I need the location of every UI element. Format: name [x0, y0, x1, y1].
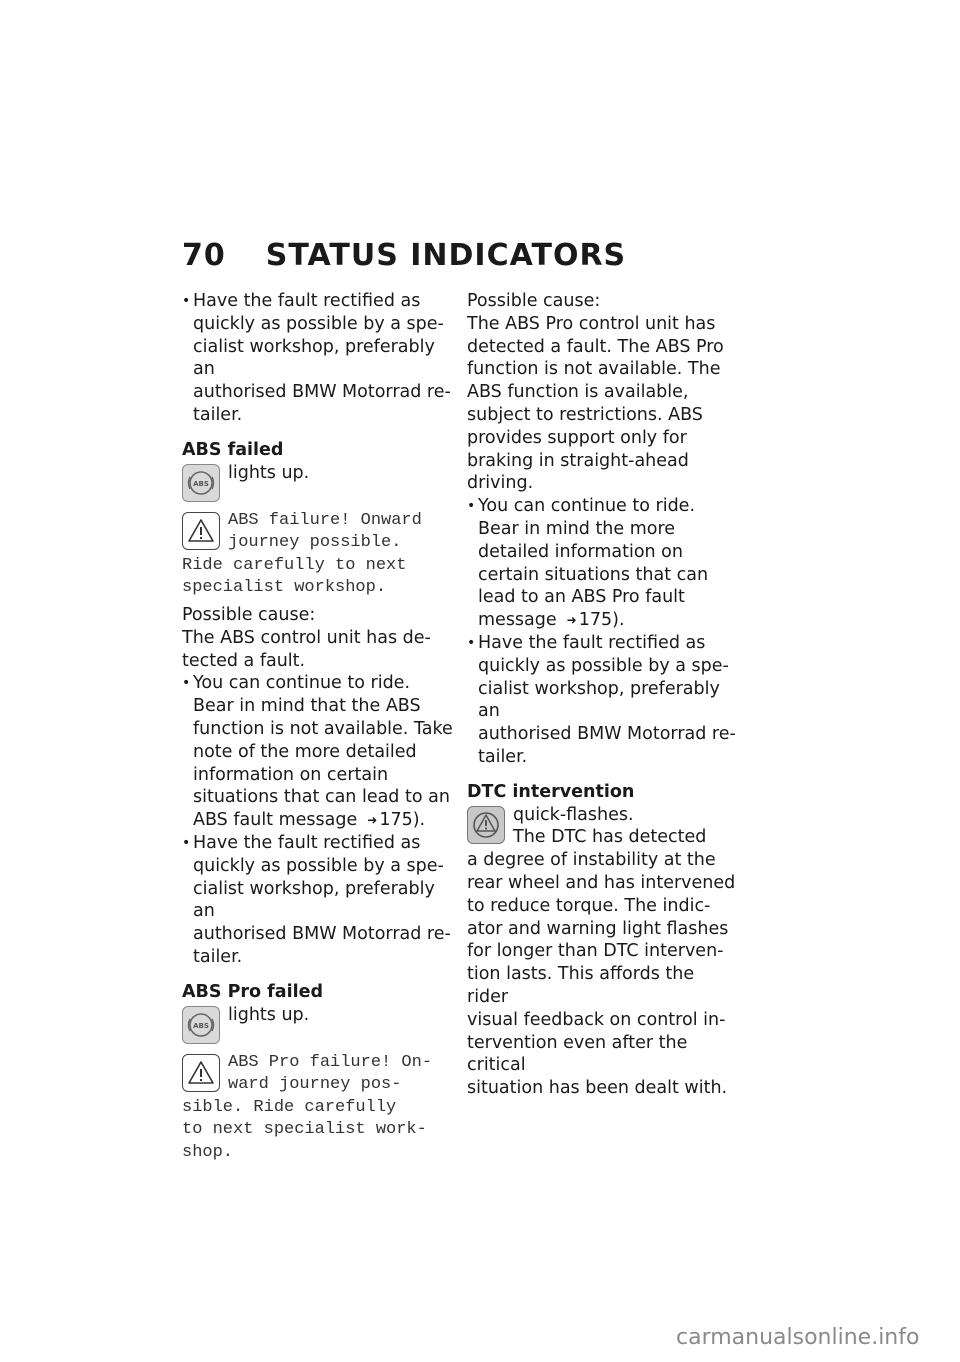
text-line: quickly as possible by a spe- [478, 655, 729, 676]
text-line: tailer. [193, 946, 243, 967]
svg-text:ABS: ABS [193, 479, 209, 488]
possible-cause-label: Possible cause: [467, 291, 601, 311]
section-heading-dtc-intervention: DTC intervention [467, 781, 635, 802]
message-line: ABS failure! Onward [228, 510, 422, 530]
page-ref-link[interactable]: 175). [379, 810, 426, 831]
text-line: quickly as possible by a spe- [193, 855, 444, 876]
text-line: detailed information on [478, 541, 683, 562]
text-line: Bear in mind the more [478, 518, 676, 539]
list-item [467, 632, 739, 769]
section-heading-abs-failed: ABS failed [182, 439, 284, 460]
text-line: The DTC has detected [513, 827, 707, 848]
text-line: driving. [467, 473, 534, 494]
text-line: tion lasts. This affords the rider [467, 964, 695, 1007]
message-line: journey possible. [228, 533, 402, 553]
text-line: • Have the fault rectified as [478, 632, 706, 653]
watermark: carmanualsonline.info [676, 1325, 920, 1350]
text-line: • Have the fault rectified as [193, 832, 421, 853]
page-title: STATUS INDICATORS [265, 238, 627, 273]
text-line: braking in straight-ahead [467, 450, 689, 471]
dtc-icon [467, 806, 505, 844]
abs-icon [182, 1006, 220, 1044]
message-line: Ride carefully to next [182, 555, 407, 575]
text-line: visual feedback on control in- [467, 1009, 726, 1030]
text-line: rear wheel and has intervened [467, 872, 736, 893]
text-line: quick-flashes. [513, 804, 634, 825]
message-line: to next specialist work- [182, 1120, 427, 1140]
lights-up-text: lights up. [228, 1004, 310, 1025]
message-row [182, 510, 454, 555]
text-line: tailer. [478, 746, 528, 767]
text-line: tervention even after the critical [467, 1032, 688, 1076]
text-line: authorised BMW Motorrad re- [478, 724, 736, 745]
right-column [467, 290, 739, 1100]
list-item [182, 290, 454, 427]
text-line: • Have the fault rectified as [193, 291, 421, 311]
text-line [193, 809, 454, 832]
message-line: shop. [182, 1142, 234, 1162]
text-line: cialist workshop, preferably an [193, 336, 435, 380]
warning-triangle-icon [182, 512, 220, 550]
indicator-row [182, 1004, 454, 1044]
text-line: subject to restrictions. ABS [467, 404, 703, 425]
text-line: • You can continue to ride. [193, 673, 411, 694]
list-item [182, 832, 454, 969]
text-line: • You can continue to ride. [478, 496, 696, 517]
ref-arrow-icon[interactable]: ➜ [566, 613, 577, 628]
text-line: Bear in mind that the ABS [193, 696, 421, 717]
text-line: cialist workshop, preferably an [478, 678, 720, 722]
text-line: detected a fault. The ABS Pro [467, 336, 724, 357]
text-line: quickly as possible by a spe- [193, 313, 444, 334]
page-number: 70 [182, 238, 226, 273]
left-column [182, 290, 454, 1164]
text-line: The ABS Pro control unit has [467, 313, 716, 334]
warning-triangle-icon [182, 1054, 220, 1092]
message-line: ward journey pos- [228, 1075, 402, 1095]
text-line: note of the more detailed [193, 741, 417, 762]
text-line: for longer than DTC interven- [467, 941, 724, 962]
text-line: provides support only for [467, 427, 687, 448]
text-line [478, 609, 739, 632]
text-line: a degree of instability at the [467, 850, 716, 871]
lights-up-text: lights up. [228, 462, 310, 483]
indicator-row [182, 462, 454, 502]
list-item [182, 672, 454, 832]
text-line: to reduce torque. The indic- [467, 895, 711, 916]
text-line: tailer. [193, 404, 243, 425]
page-header [182, 238, 626, 273]
indicator-row [467, 804, 739, 850]
message-line: specialist workshop. [182, 578, 387, 598]
text-span: message [478, 610, 557, 631]
text-line: function is not available. The [467, 359, 721, 380]
text-line: authorised BMW Motorrad re- [193, 382, 451, 403]
text-line: ator and warning light flashes [467, 918, 729, 939]
text-line: information on certain [193, 764, 389, 785]
message-row [182, 1052, 454, 1097]
message-line: sible. Ride carefully [182, 1097, 397, 1117]
message-line: ABS Pro failure! On- [228, 1052, 433, 1072]
possible-cause-label: Possible cause: [182, 604, 316, 625]
abs-icon [182, 464, 220, 502]
list-item [467, 495, 739, 632]
text-line: lead to an ABS Pro fault [478, 587, 685, 608]
text-line: The ABS control unit has de- [182, 627, 431, 648]
text-line: function is not available. Take [193, 718, 453, 739]
ref-arrow-icon[interactable]: ➜ [367, 813, 378, 828]
svg-text:ABS: ABS [193, 1021, 209, 1030]
text-line: situation has been dealt with. [467, 1078, 728, 1099]
text-line: authorised BMW Motorrad re- [193, 924, 451, 945]
page-ref-link[interactable]: 175). [578, 610, 625, 631]
text-line: ABS function is available, [467, 382, 689, 403]
text-line: cialist workshop, preferably an [193, 878, 435, 922]
text-line: certain situations that can [478, 564, 709, 585]
section-heading-abs-pro-failed: ABS Pro failed [182, 981, 323, 1002]
text-line: tected a fault. [182, 650, 306, 671]
text-line: situations that can lead to an [193, 787, 450, 808]
text-span: ABS fault message [193, 810, 358, 831]
